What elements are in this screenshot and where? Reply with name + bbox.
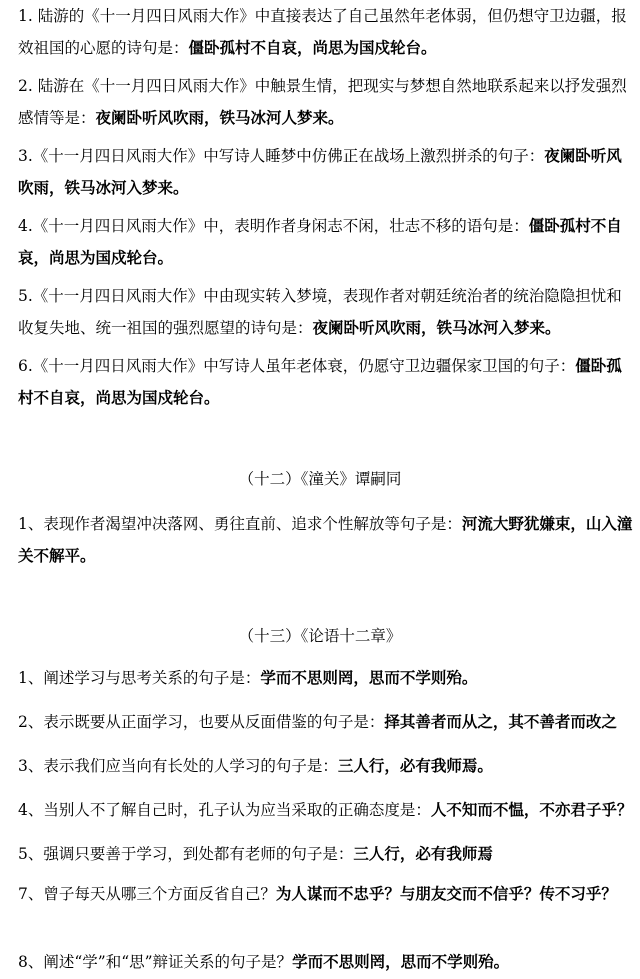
answer-text: 夜阑卧听风吹雨，铁马冰河入梦来。 xyxy=(312,318,561,337)
list-item xyxy=(18,140,634,204)
list-item xyxy=(18,662,634,694)
answer-text: 三人行，必有我师焉 xyxy=(353,844,493,863)
section-heading: （十三）《论语十二章》 xyxy=(238,627,402,645)
question-text: 1、阐述学习与思考关系的句子是： xyxy=(18,669,261,687)
question-text: 2、表示既要从正面学习，也要从反面借鉴的句子是： xyxy=(18,713,385,731)
question-text: 8、阐述“学”和“思”辩证关系的句子是？ xyxy=(18,953,293,971)
question-text: 3、表示我们应当向有长处的人学习的句子是： xyxy=(18,757,338,775)
answer-text: 河流大野犹嫌束，山入潼关不解平。 xyxy=(18,514,633,565)
answer-text: 僵卧孤村不自哀，尚思为国戍轮台。 xyxy=(188,38,437,57)
list-item xyxy=(18,70,634,134)
list-item xyxy=(18,0,634,64)
question-text: 2. 陆游在《十一月四日风雨大作》中触景生情，把现实与梦想自然地联系起来以抒发强烈感情等是： xyxy=(18,77,627,127)
question-text: 3.《十一月四日风雨大作》中写诗人睡梦中仿佛正在战场上激烈拼杀的句子： xyxy=(18,147,545,165)
answer-text: 僵卧孤村不自哀，尚思为国戍轮台。 xyxy=(18,356,622,407)
list-item xyxy=(18,750,634,782)
answer-text: 夜阑卧听风吹雨，铁马冰河人梦来。 xyxy=(95,108,344,127)
answer-text: 僵卧孤村不自哀，尚思为国戍轮台。 xyxy=(18,216,622,267)
answer-text: 人不知而不愠，不亦君子乎？ xyxy=(430,800,633,819)
question-text: 6.《十一月四日风雨大作》中写诗人虽年老体衰，仍愿守卫边疆保家卫国的句子： xyxy=(18,357,576,375)
answer-text: 学而不思则罔，思而不学则殆。 xyxy=(292,952,510,971)
question-text: 1、表现作者渴望冲决落网、勇往直前、追求个性解放等句子是： xyxy=(18,515,462,533)
answer-text: 择其善者而从之，其不善者而改之 xyxy=(384,712,617,731)
list-item xyxy=(18,946,634,978)
question-text: 7、曾子每天从哪三个方面反省自己？ xyxy=(18,885,276,903)
list-item xyxy=(18,508,634,572)
section-heading: （十二）《潼关》谭嗣同 xyxy=(238,470,402,488)
answer-text: 三人行，必有我师焉。 xyxy=(337,756,493,775)
list-item xyxy=(18,794,634,826)
question-text: 1. 陆游的《十一月四日风雨大作》中直接表达了自己虽然年老体弱，但仍想守卫边疆，报效祖国的心愿的诗句是： xyxy=(18,7,627,57)
list-item xyxy=(18,350,634,414)
question-text: 5、强调只要善于学习，到处都有老师的句子是： xyxy=(18,845,354,863)
answer-text: 夜阑卧听风吹雨，铁马冰河入梦来。 xyxy=(18,146,622,197)
list-item xyxy=(18,878,634,910)
answer-text: 为人谋而不忠乎？与朋友交而不信乎？传不习乎？ xyxy=(275,884,617,903)
question-text: 5.《十一月四日风雨大作》中由现实转入梦境，表现作者对朝廷统治者的统治隐隐担忧和收复失地、统一祖国的强烈愿望的诗句是： xyxy=(18,287,622,337)
list-item xyxy=(18,280,634,344)
question-text: 4.《十一月四日风雨大作》中，表明作者身闲志不闲，壮志不移的语句是： xyxy=(18,217,529,235)
list-item xyxy=(18,210,634,274)
answer-text: 学而不思则罔，思而不学则殆。 xyxy=(260,668,478,687)
list-item xyxy=(18,706,634,738)
question-text: 4、当别人不了解自己时，孔子认为应当采取的正确态度是： xyxy=(18,801,431,819)
list-item xyxy=(18,838,634,870)
